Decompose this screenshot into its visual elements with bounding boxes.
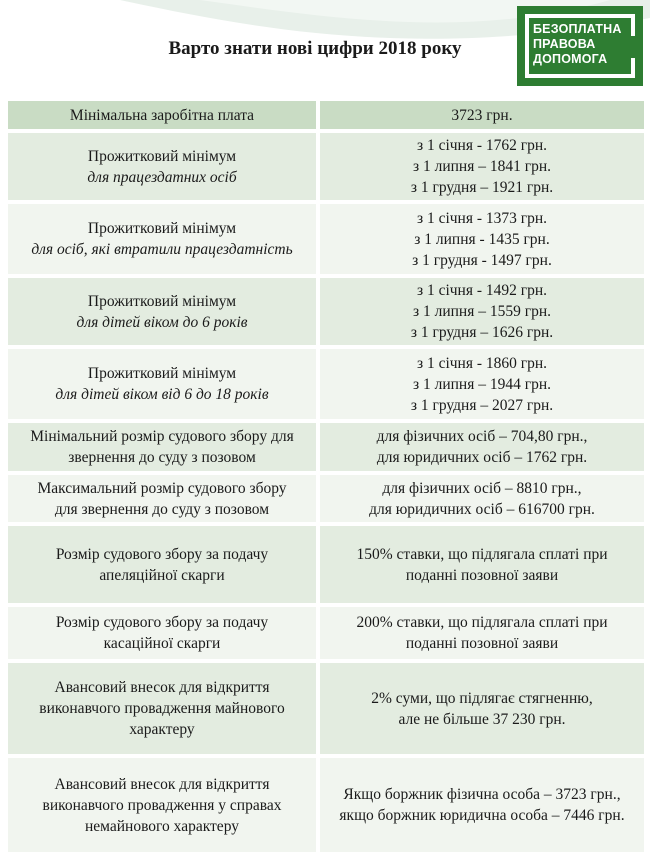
table-row: [8, 526, 644, 603]
row-label: [8, 423, 316, 471]
label-line: звернення до суду з позовом: [68, 449, 256, 466]
row-value: [320, 526, 644, 603]
label-line: Прожитковий мінімум: [87, 220, 237, 237]
row-value: [320, 133, 644, 200]
value-line: для юридичних осіб – 616700 грн.: [369, 500, 595, 518]
table-row: [8, 607, 644, 659]
value-line: 200% ставки, що підлягала сплаті при: [356, 614, 608, 631]
row-label: [8, 101, 316, 129]
row-label: [8, 349, 316, 419]
row-value: [320, 349, 644, 419]
table-row: [8, 101, 644, 129]
value-line: але не більше 37 230 грн.: [398, 710, 566, 728]
label-line: характеру: [129, 721, 195, 738]
value-line: з 1 січня - 1860 грн.: [416, 354, 548, 372]
info-table: [8, 101, 644, 863]
row-label: [8, 526, 316, 603]
table-row: [8, 423, 644, 471]
label-line: виконавчого провадження у справах: [42, 796, 282, 814]
row-label: [8, 663, 316, 754]
value-line: Якщо боржник фізична особа – 3723 грн.,: [343, 786, 621, 803]
value-line: поданні позовної заяви: [405, 566, 559, 584]
row-value: [320, 204, 644, 274]
row-label: [8, 204, 316, 274]
label-line: Прожитковий мінімум: [87, 292, 237, 310]
label-line: немайнового характеру: [85, 817, 239, 835]
label-line: Прожитковий мінімум: [87, 365, 237, 382]
label-line: Авансовий внесок для відкриття: [54, 775, 270, 793]
value-line: з 1 липня - 1435 грн.: [414, 230, 550, 248]
table-row: [8, 204, 644, 274]
label-line: касаційної скарги: [103, 635, 221, 652]
value-line: з 1 грудня – 2027 грн.: [410, 396, 554, 414]
table-row: [8, 133, 644, 200]
value-line: з 1 січня - 1762 грн.: [416, 137, 548, 154]
row-value: [320, 101, 644, 129]
label-line: Прожитковий мінімум: [87, 147, 237, 165]
label-line: Мінімальний розмір судового збору для: [30, 428, 294, 445]
logo-line: ПРАВОВА: [533, 37, 596, 51]
label-line: для звернення до суду з позовом: [54, 500, 270, 518]
value-line: 150% ставки, що підлягала сплаті при: [356, 545, 608, 563]
row-value: [320, 278, 644, 345]
logo-line: ДОПОМОГА: [533, 52, 608, 66]
value-line: 2% суми, що підлягає стягненню,: [371, 689, 593, 707]
table-row: [8, 663, 644, 754]
page-title: Варто знати нові цифри 2018 року: [168, 38, 462, 59]
label-line: апеляційної скарги: [99, 566, 225, 584]
value-line: для фізичних осіб – 704,80 грн.,: [376, 428, 588, 445]
value-line: з 1 січня - 1373 грн.: [416, 209, 548, 227]
label-subtitle: для дітей віком від 6 до 18 років: [55, 386, 269, 403]
value-line: якщо боржник юридична особа – 7446 грн.: [339, 807, 625, 824]
logo-text: [533, 22, 633, 67]
row-label: [8, 475, 316, 522]
value-line: з 1 грудня - 1497 грн.: [412, 251, 552, 269]
value-line: з 1 липня – 1944 грн.: [412, 375, 552, 393]
value-line: з 1 січня - 1492 грн.: [416, 282, 548, 299]
value-line: для юридичних осіб – 1762 грн.: [376, 449, 588, 466]
label-line: Розмір судового збору за подачу: [55, 614, 269, 631]
value-line: з 1 липня – 1841 грн.: [412, 158, 552, 175]
value-line: для фізичних осіб – 8810 грн.,: [382, 479, 582, 497]
value-line: з 1 липня – 1559 грн.: [412, 303, 552, 320]
table-row: [8, 758, 644, 852]
value-line: 3723 грн.: [451, 106, 513, 124]
row-value: [320, 423, 644, 471]
row-label: [8, 607, 316, 659]
label-subtitle: для працездатних осіб: [87, 168, 237, 186]
row-value: [320, 475, 644, 522]
label-line: Мінімальна заробітна плата: [69, 106, 255, 124]
row-value: [320, 663, 644, 754]
table-row: [8, 349, 644, 419]
value-line: поданні позовної заяви: [405, 635, 559, 652]
row-value: [320, 758, 644, 852]
table-row: [8, 475, 644, 522]
value-line: з 1 грудня – 1921 грн.: [410, 179, 554, 196]
label-line: Розмір судового збору за подачу: [55, 545, 269, 563]
label-subtitle: для осіб, які втратили працездатність: [31, 241, 293, 258]
table-row: [8, 278, 644, 345]
row-value: [320, 607, 644, 659]
row-label: [8, 758, 316, 852]
logo-line: БЕЗОПЛАТНА: [533, 22, 622, 36]
row-label: [8, 278, 316, 345]
label-line: виконавчого провадження майнового: [39, 700, 285, 717]
label-line: Авансовий внесок для відкриття: [54, 679, 270, 696]
logo: [517, 6, 643, 86]
label-line: Максимальний розмір судового збору: [37, 479, 287, 497]
row-label: [8, 133, 316, 200]
value-line: з 1 грудня – 1626 грн.: [410, 324, 554, 341]
label-subtitle: для дітей віком до 6 років: [76, 313, 248, 331]
